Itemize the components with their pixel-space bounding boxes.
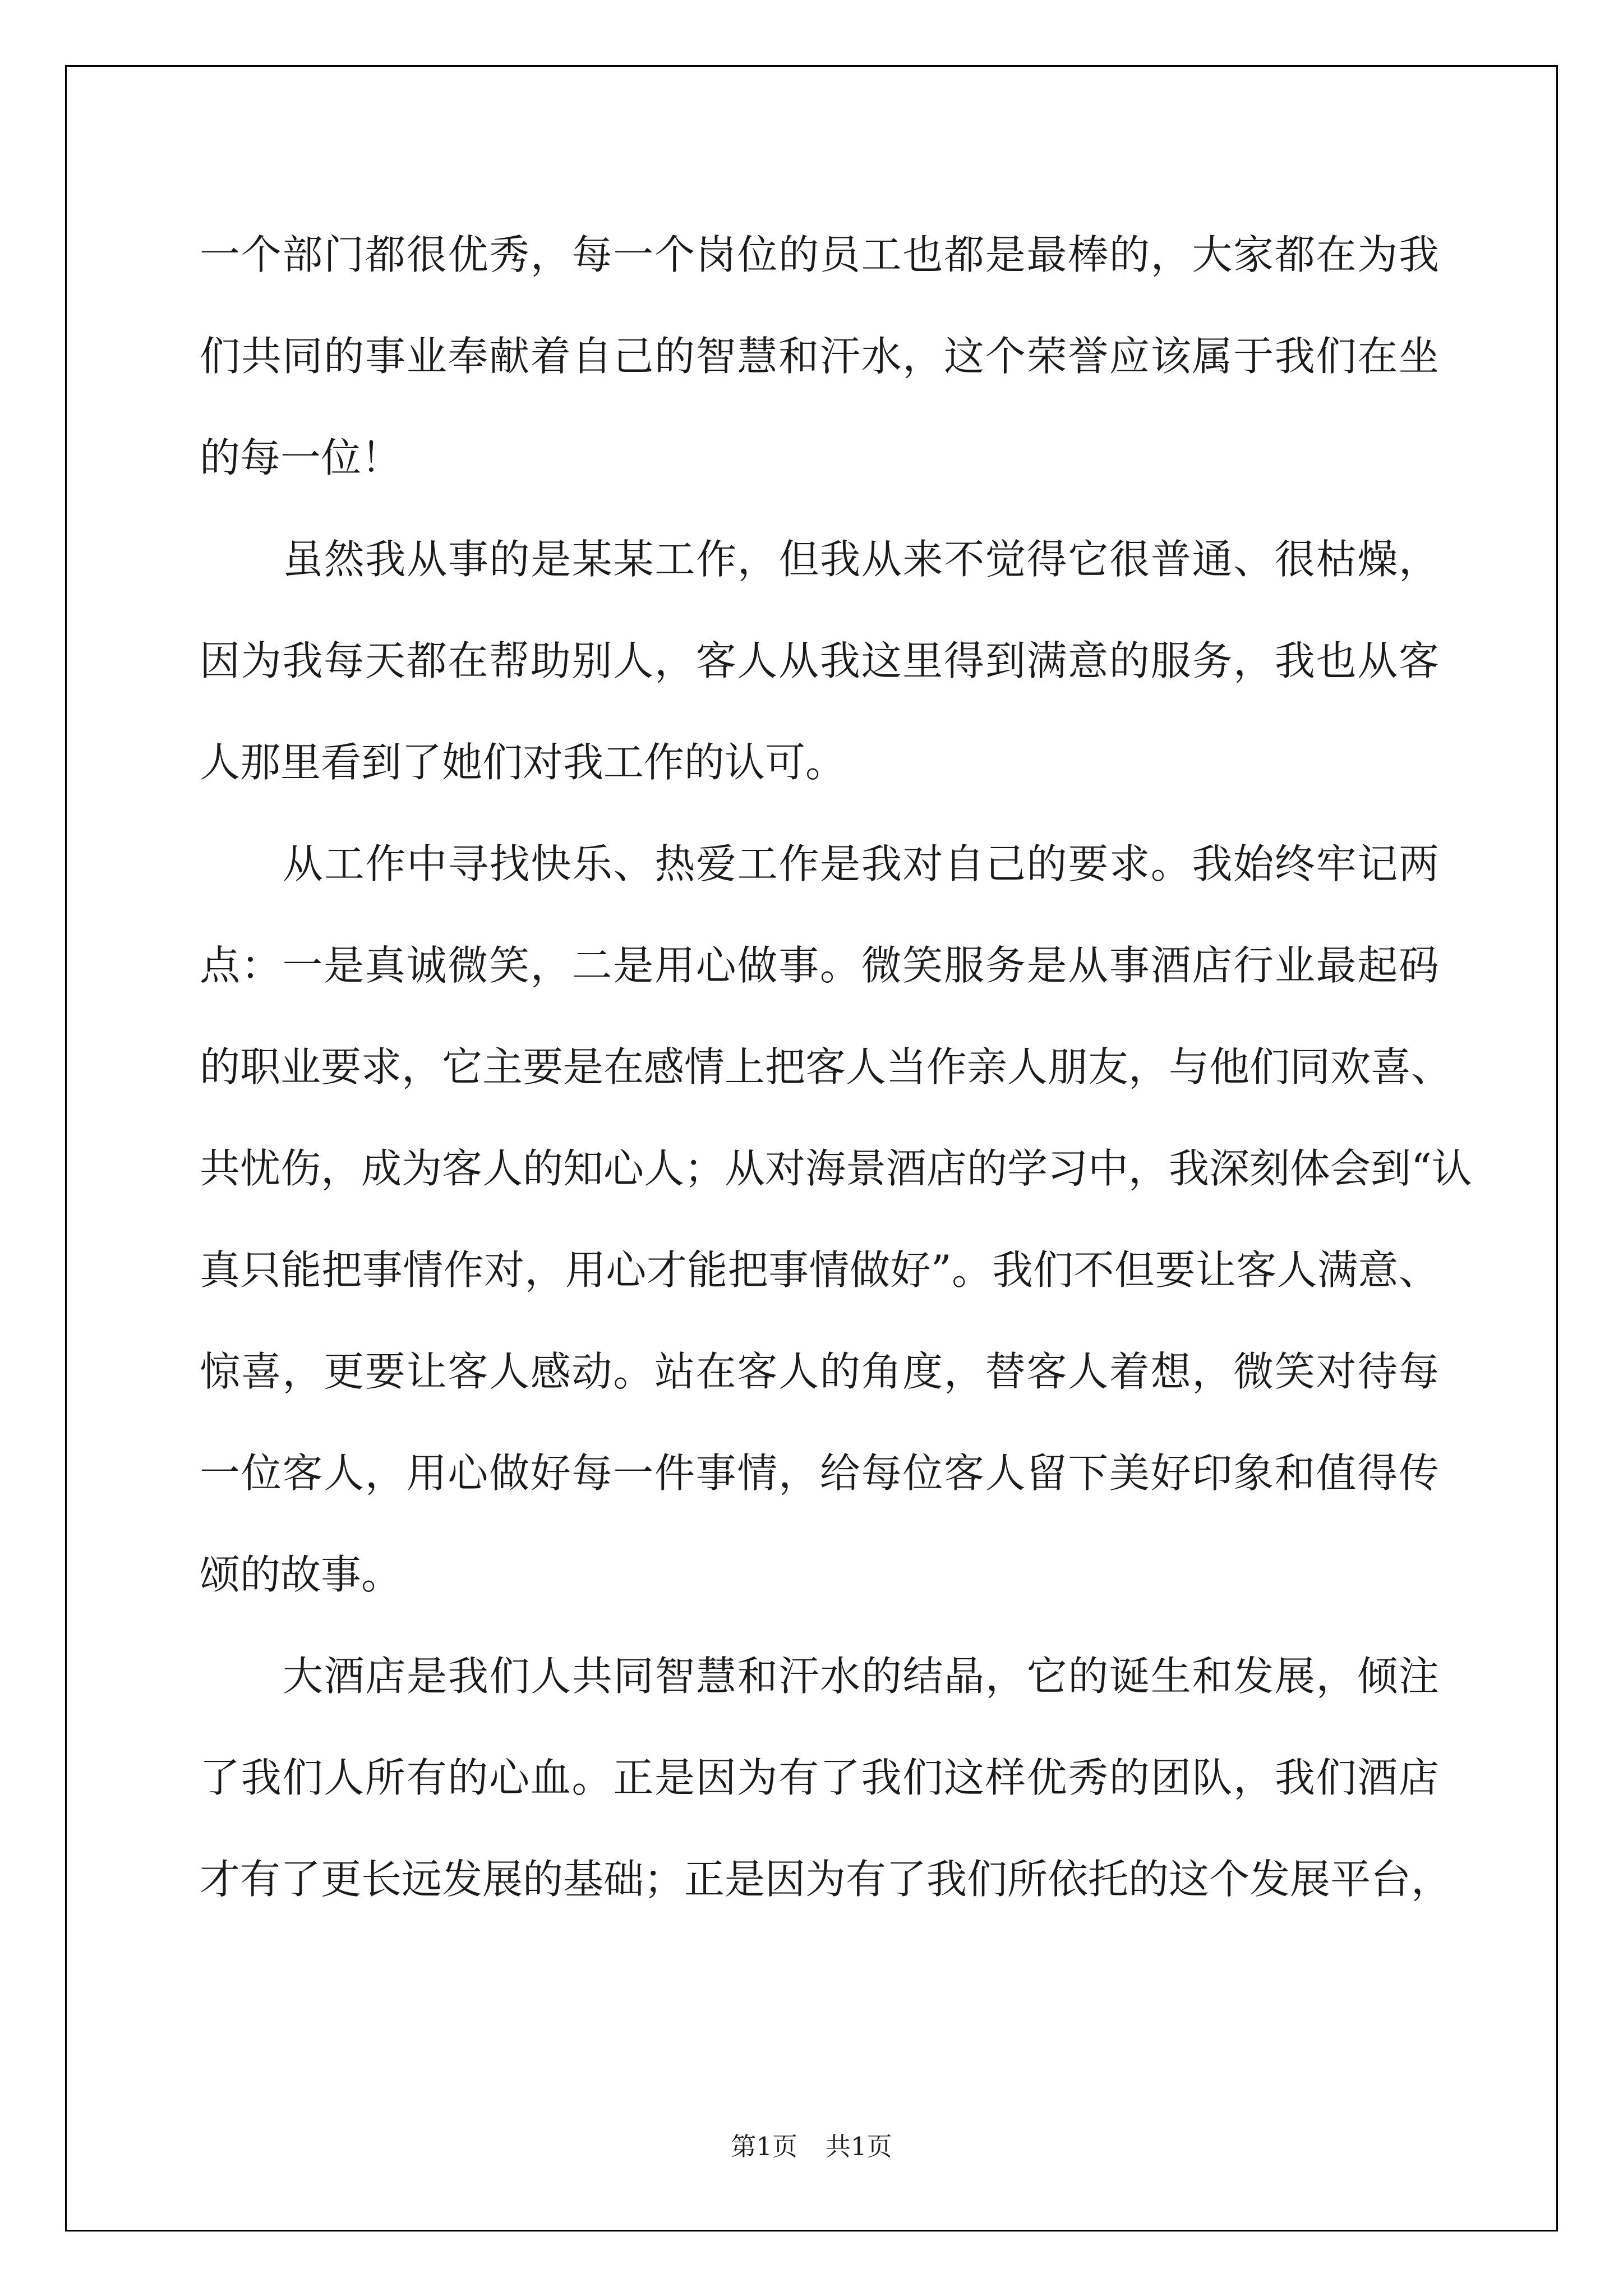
text-line: 虽然我从事的是某某工作，但我从来不觉得它很普通、很枯燥， xyxy=(283,536,1439,583)
text-line: 的职业要求，它主要是在感情上把客人当作亲人朋友，与他们同欢喜、 xyxy=(200,1043,1452,1091)
text-line: 大酒店是我们人共同智慧和汗水的结晶，它的诞生和发展，倾注 xyxy=(283,1653,1439,1700)
document-body xyxy=(200,204,1472,1930)
text-line: 真只能把事情作对，用心才能把事情做好”。我们不但要让客人满意、 xyxy=(200,1246,1439,1294)
text-line: 颂的故事。 xyxy=(200,1551,402,1598)
text-line: 共忧伤，成为客人的知心人；从对海景酒店的学习中，我深刻体会到“认 xyxy=(200,1145,1472,1192)
page-total: 共1页 xyxy=(826,2132,892,2161)
text-line: 了我们人所有的心血。正是因为有了我们这样优秀的团队，我们酒店 xyxy=(200,1754,1439,1801)
paragraph xyxy=(200,204,1439,509)
page-number: 第1页 xyxy=(731,2132,797,2161)
text-line: 惊喜，更要让客人感动。站在客人的角度，替客人着想，微笑对待每 xyxy=(200,1348,1439,1395)
paragraph xyxy=(200,1626,1452,1930)
text-line: 才有了更长远发展的基础；正是因为有了我们所依托的这个发展平台， xyxy=(200,1856,1452,1903)
text-line: 一个部门都很优秀，每一个岗位的员工也都是最棒的，大家都在为我 xyxy=(200,231,1439,278)
text-line: 的每一位！ xyxy=(200,434,402,481)
text-line: 们共同的事业奉献着自己的智慧和汗水，这个荣誉应该属于我们在坐 xyxy=(200,333,1439,380)
page-footer xyxy=(0,2126,1623,2162)
text-line: 人那里看到了她们对我工作的认可。 xyxy=(200,739,846,786)
text-line: 从工作中寻找快乐、热爱工作是我对自己的要求。我始终牢记两 xyxy=(283,840,1439,887)
text-line: 一位客人，用心做好每一件事情，给每位客人留下美好印象和值得传 xyxy=(200,1450,1439,1497)
text-line: 因为我每天都在帮助别人，客人从我这里得到满意的服务，我也从客 xyxy=(200,637,1439,684)
paragraph xyxy=(200,813,1472,1626)
text-line: 点：一是真诚微笑，二是用心做事。微笑服务是从事酒店行业最起码 xyxy=(200,942,1439,989)
paragraph xyxy=(200,509,1439,813)
